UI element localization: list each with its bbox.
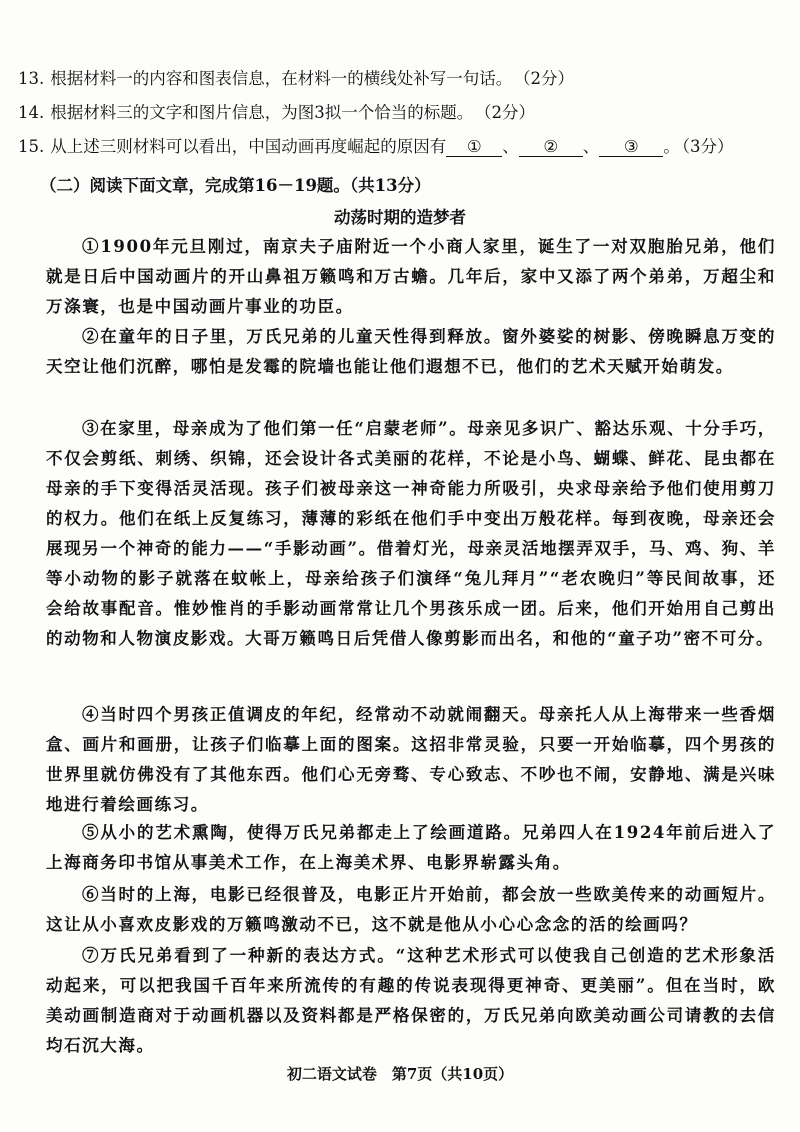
paragraph-3: ③在家里，母亲成为了他们第一任“启蒙老师”。母亲见多识广、豁达乐观、十分手巧，不仅会剪纸、刺绣、织锦，还会设计各式美丽的花样，不论是小鸟、蝴蝶、鲜花、昆虫都在母亲的手下变得活灵活现。孩子们被母亲这一神奇能力所吸引，央求母亲给予他们使用剪刀的权力。他们在纸上反复练习，薄薄的彩纸在他们手中变出万般花样。每到夜晚，母亲还会展现另一个神奇的能力——“手影动画”。借着灯光，母亲灵活地摆弄双手，马、鸡、狗、羊等小动物的影子就落在蚊帐上，母亲给孩子们演绎“兔儿拜月”“老农晚归”等民间故事，还会给故事配音。惟妙惟肖的手影动画常常让几个男孩乐成一团。后来，他们开始用自己剪出的动物和人物演皮影戏。大哥万籁鸣日后凭借人像剪影而出名，和他的“童子功”密不可分。 bbox=[46, 419, 776, 648]
paragraph-2: ②在童年的日子里，万氏兄弟的儿童天性得到释放。窗外婆娑的树影、傍晚瞬息万变的天空让他们沉醉，哪怕是发霉的院墙也能让他们遐想不已，他们的艺术天赋开始萌发。 bbox=[46, 327, 776, 376]
question-number: 14. bbox=[18, 103, 45, 122]
question-points: （2分） bbox=[522, 69, 574, 88]
paragraph-5: ⑤从小的艺术熏陶，使得万氏兄弟都走上了绘画道路。兄弟四人在1924年前后进入了上海商务印书馆从事美术工作，在上海美术界、电影界崭露头角。 bbox=[46, 823, 776, 872]
question-end-mark: 。 bbox=[663, 137, 680, 156]
answer-blank-3[interactable]: ③ bbox=[599, 138, 663, 157]
answer-blank-2[interactable]: ② bbox=[519, 138, 583, 157]
question-14 bbox=[18, 102, 535, 124]
answer-blank-1[interactable]: ① bbox=[446, 138, 502, 157]
paragraph-4: ④当时四个男孩正值调皮的年纪，经常动不动就闹翻天。母亲托人从上海带来一些香烟盒、画片和画册，让孩子们临摹上面的图案。这招非常灵验，只要一开始临摹，四个男孩的世界里就仿佛没有了其他东西。他们心无旁骛、专心致志、不吵也不闹，安静地、满是兴味地进行着绘画练习。 bbox=[46, 705, 776, 814]
blank-separator: 、 bbox=[502, 137, 519, 156]
blank-separator: 、 bbox=[582, 137, 600, 156]
question-points: （2分） bbox=[483, 103, 535, 122]
article-title: 动荡时期的造梦者 bbox=[334, 208, 466, 227]
question-13 bbox=[18, 68, 574, 90]
question-text: 根据材料三的文字和图片信息，为图3拟一个恰当的标题。 bbox=[50, 103, 474, 122]
question-text: 从上述三则材料可以看出，中国动画再度崛起的原因有 bbox=[50, 137, 447, 156]
paragraph-7: ⑦万氏兄弟看到了一种新的表达方式。“这种艺术形式可以使我自己创造的艺术形象活动起来，可以把我国千百年来所流传的有趣的传说表现得更神奇、更美丽”。但在当时，欧美动画制造商对于动画机器以及资料都是严格保密的，万氏兄弟向欧美动画公司请教的去信均石沉大海。 bbox=[46, 946, 776, 1055]
paragraph-6: ⑥当时的上海，电影已经很普及，电影正片开始前，都会放一些欧美传来的动画短片。这让从小喜欢皮影戏的万籁鸣激动不已，这不就是他从小心心念念的活的绘画吗？ bbox=[46, 885, 776, 934]
question-text: 根据材料一的内容和图表信息，在材料一的横线处补写一句话。 bbox=[50, 69, 513, 88]
question-15 bbox=[18, 136, 734, 158]
question-points: （3分） bbox=[681, 137, 734, 156]
question-number: 15. bbox=[18, 137, 45, 156]
section-heading: （二）阅读下面文章，完成第16－19题。（共13分） bbox=[40, 176, 431, 195]
paragraph-1: ①1900年元旦刚过，南京夫子庙附近一个小商人家里，诞生了一对双胞胎兄弟，他们就是日后中国动画片的开山鼻祖万籁鸣和万古蟾。几年后，家中又添了两个弟弟，万超尘和万涤寰，也是中国动画片事业的功臣。 bbox=[46, 237, 776, 316]
page-footer: 初二语文试卷 第7页（共10页） bbox=[286, 1065, 514, 1083]
question-number: 13. bbox=[18, 69, 45, 88]
